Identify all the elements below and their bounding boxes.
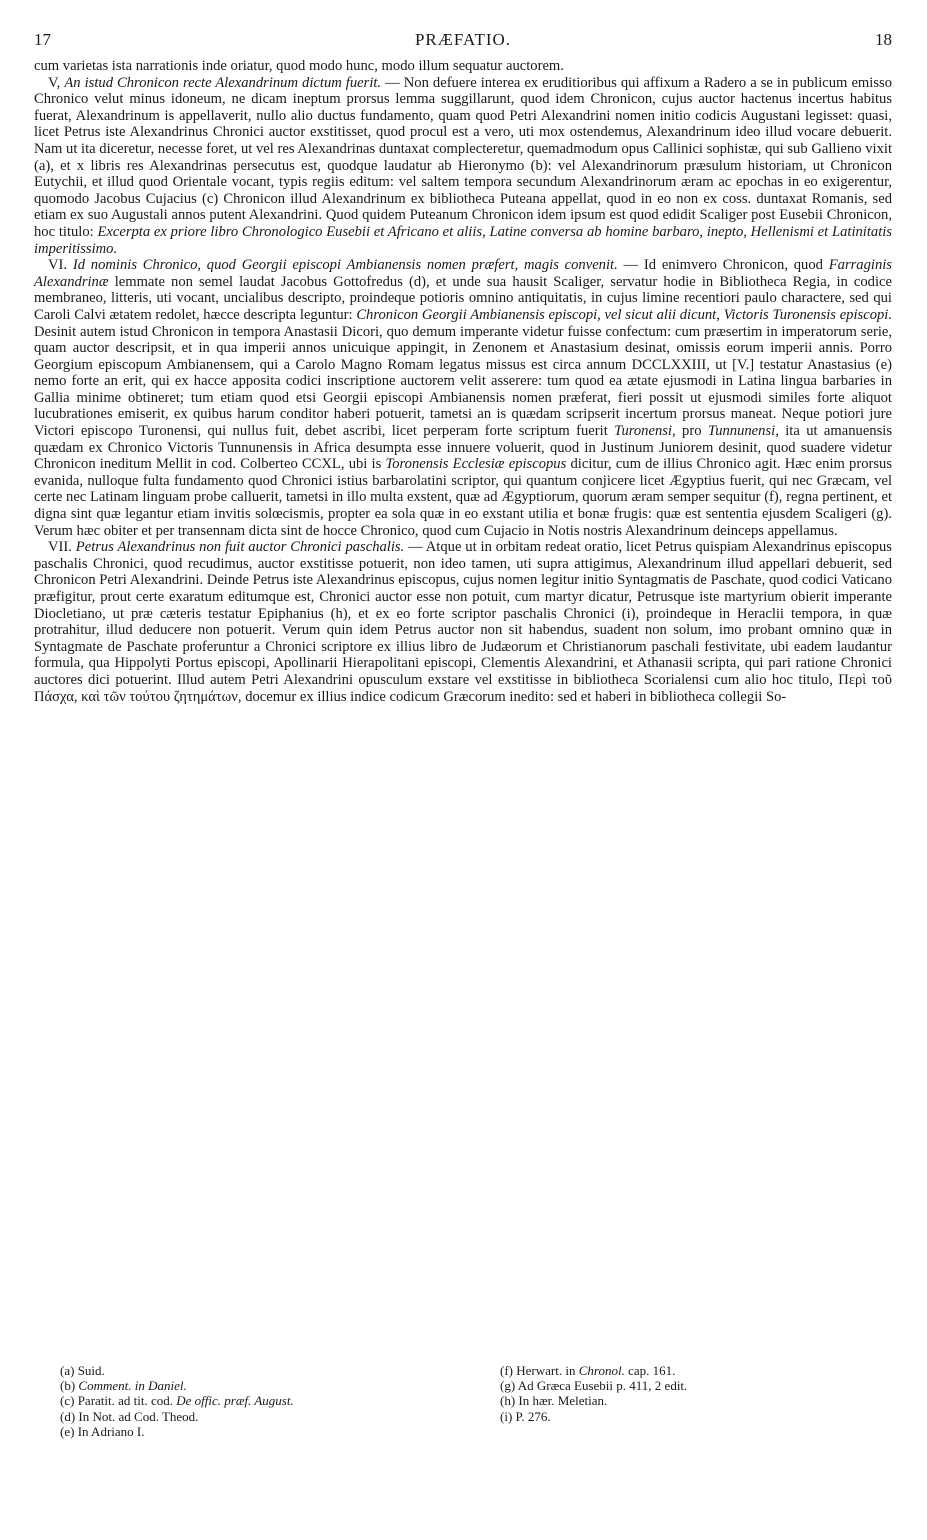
footnotes-left-column [60, 1363, 294, 1439]
footnote-text: cap. 161. [628, 1363, 676, 1378]
footnote [60, 1363, 294, 1378]
body-text [34, 58, 892, 705]
section-6-italic-d: Chronicon Georgii Ambianensis episcopi, vel sicut alii dicunt, Victoris Turonensis episcopi. [356, 306, 892, 323]
footnote-italic: Chronol. [578, 1363, 625, 1378]
footnote-text: Paratit. ad tit. cod. [77, 1393, 173, 1409]
section-5 [34, 75, 892, 258]
section-6-text-e: Desinit autem istud Chronicon in tempora Anastasii Dicori, quo demum imperante videtur fuisse confectum: cum præsertim in imperatorum serie, quam auctor descripsit, et in qua imperii annos unicuique appingit, in Zenonem et Anastasium desinat, omissis eorum imperii annis. Porro Georgium episcopum Ambianensem, qui a Carolo Magno Romam legatus missus est circa annum DCCLXXIII, ut [V.] testatur Anastasius (e) nemo forte an erit, qui ex hacce apposita codici inscriptione auctorem velit asserere: tum quod ea ætate ejusmodi in Latina lingua barbaries in Gallia minime obtineret; tum etiam quod etsi Georgii episcopi Ambianensis nomen præferat, fieri possit ut ejusmodi similes forte aliquot lucubrationes emiserit, ex quibus harum conditor haberi potuerit, tametsi an is quædam scripserit incertum prorsus maneat. Neque potiori jure Victori episcopo Turonensi, qui nullus fuit, debet ascribi, licet perperam forte scriptum fuerit [34, 323, 892, 440]
footnote-text: Herwart. in [516, 1363, 576, 1378]
footnote-text: In Adriano I. [77, 1423, 145, 1439]
footnote-mark: (b) [60, 1378, 76, 1394]
footnote-text: In Not. ad Cod. Theod. [78, 1408, 199, 1424]
intro-paragraph: cum varietas ista narrationis inde oriatur, quod modo hunc, modo illum sequatur auctorem. [34, 58, 564, 74]
footnote [500, 1378, 687, 1393]
footnote-mark: (c) [60, 1393, 75, 1409]
section-7-text: — Atque ut in orbitam redeat oratio, licet Petrus quispiam Alexandrinus episcopus paschalis Chronici, quod recudimus, auctor exstitisse potuerit, non ideo tamen, uti supra attigimus, Alexandrinum illud appellari debuerit, sed Chronicon Petri Alexandrini. Deinde Petrus iste Alexandrinus episcopus, cujus nomen legitur initio Syntagmatis de Paschate, quod codici Vaticano præfigitur, prout certe exaratum editumque est, Chronici auctor esse non potuit, cum martyr dicatur, Petrusque iste martyrium obierit imperante Diocletiano, ut præ cæteris testatur Epiphanius (h), et ex eo forte scriptor paschalis Chronici (i), proindeque in Heraclii tempora, in quæ protrahitur, illud deducere non potuerit. Verum quin idem Petrus auctor non sit habendus, suadent non solum, imo probant omnino quæ in Syntagmate de Paschate proferuntur a Chronici scriptore ex illius libro de Judæorum et Christianorum paschali festivitate, ubi eadem laudantur formula, qua Hippolyti Portus episcopi, Apollinarii Hierapolitani episcopi, Clementis Alexandrini, et Athanasii scripta, qui pari ratione Chronici auctores dici potuerint. Illud autem Petri Alexandrini opusculum exstare vel exstitisse in bibliotheca Scorialensi cum alio hoc titulo, [34, 539, 892, 688]
section-7-heading: Petrus Alexandrinus non fuit auctor Chronici paschalis. [75, 539, 405, 556]
footnote [500, 1363, 687, 1378]
footnote [60, 1378, 294, 1393]
footnote-italic: De offic. præf. August. [176, 1393, 294, 1409]
footnote-mark: (f) [500, 1363, 513, 1378]
section-6-number: VI. [48, 257, 68, 274]
section-6-text-k: dicitur, cum de illius Chronico agit. Hæc enim prorsus evanida, nulloque fulta fundamento quod Chronici istius barbarolatini scriptor, qui quantum conjicere licet Ægyptius fuerit, qui nec Græcam, vel certe nec Latinam linguam probe calluerit, tametsi in illo multa exstent, quæ ad Ægyptiorum, quorum æram semper sequitur (f), regna pertinent, et digna sint quæ legantur etiam invitis solœcismis, propter ea sola quæ in eo exstant utilia et bonæ frugis: quæ est sententia ejusdem Scaligeri (g). Verum hæc obiter et per transennam dicta sint de hocce Chronico, quod cum Cujacio in Notis nostris Alexandrinum deinceps appellamus. [34, 456, 893, 539]
footnote-mark: (i) [500, 1408, 513, 1424]
footnote [500, 1393, 687, 1408]
section-6-text-g: pro [682, 423, 702, 440]
footnotes-right-column [500, 1363, 687, 1424]
page-number-right: 18 [875, 30, 892, 49]
footnote [60, 1393, 294, 1408]
running-header [34, 30, 892, 54]
section-5-heading: An istud Chronicon recte Alexandrinum dictum fuerit. [64, 74, 382, 91]
section-6-italic-b: Farraginis Alexandrinæ [34, 257, 892, 290]
section-7-text-end: docemur ex illius indice codicum Græcorum inedito: sed et haberi in bibliotheca collegii So- [245, 688, 787, 705]
section-7-number: VII. [48, 539, 72, 556]
section-7 [34, 539, 892, 705]
footnote-text: Ad Græca Eusebii p. 411, 2 edit. [517, 1378, 688, 1394]
section-7-greek-title: Περὶ τοῦ Πάσχα, καὶ τῶν τούτου ζητημάτων, [34, 671, 892, 705]
section-6-text-a: — Id enimvero Chronicon, quod [623, 257, 823, 274]
footnote [60, 1409, 294, 1424]
section-6 [34, 257, 892, 539]
footnote-text: P. 276. [515, 1408, 551, 1424]
footnote-text: Suid. [77, 1363, 105, 1378]
footnote-mark: (g) [500, 1378, 516, 1394]
section-6-heading: Id nominis Chronico, quod Georgii episcopi Ambianensis nomen præfert, magis convenit. [72, 257, 618, 274]
footnote-mark: (e) [60, 1423, 75, 1439]
footnote [60, 1424, 294, 1439]
section-6-text-c: lemmate non semel laudat Jacobus Gottofredus (d), et unde sua hausit Scaliger, servatur hodie in Bibliotheca Regia, in codice membraneo, litteris, uti vocant, uncialibus descripto, proindeque potioris omnino antiquitatis, in cujus limine recentiori paulo charactere, sed qui Caroli Calvi ætatem redolet, hæcce descripta leguntur: [34, 273, 892, 323]
section-5-cited-title: Excerpta ex priore libro Chronologico Eusebii et Africano et aliis, Latine conversa ab homine barbaro, inepto, Hellenismi et Latinitatis imperitissimo. [34, 223, 892, 257]
section-6-italic-j: Toronensis Ecclesiæ episcopus [385, 456, 567, 473]
footnote-text: In hær. Meletian. [518, 1393, 608, 1409]
section-6-text-i: ita ut amanuensis quædam ex Chronico Victoris Tunnunensis in Africa desumpta esse innuere voluerit, quod in Justinum Juniorem desinit, quod suadere videtur Chronicon ineditum Mellit in cod. Colberteo CCXL, ubi is [34, 423, 893, 473]
footnote [500, 1409, 687, 1424]
footnote-italic: Comment. in Daniel. [78, 1378, 187, 1394]
section-5-number: V, [48, 74, 61, 91]
footnote-mark: (d) [60, 1408, 76, 1424]
section-6-italic-f: Turonensi, [614, 423, 676, 440]
footnote-mark: (h) [500, 1393, 516, 1409]
footnote-mark: (a) [60, 1363, 75, 1378]
running-title: PRÆFATIO. [414, 30, 512, 49]
section-5-text: — Non defuere interea ex eruditioribus qui affixum a Radero a se in publicum emisso Chronico velut minus idoneum, ne dicam ineptum prorsus lemma suggillarunt, quod idem Chronicon, cujus auctor hactenus incertus habitus fuerat, Alexandrinum is appellaverit, nullo alio ductus fundamento, quam quod Petri Alexandrini nomen initio codicis Augustani legisset: quasi, licet Petrus iste Alexandrinus Chronici auctor exstitisset, quod procul est a vero, uti mox ostendemus, Alexandrinum ideo illud vocare debuerit. Nam ut ita diceretur, necesse foret, ut vel res Alexandrinas duntaxat complecteretur, quemadmodum opus Callinici sophistæ, qui sub Gallieno vixit (a), et x libris res Alexandrinas persecutus est, quodque laudatur ab Hieronymo (b): vel Alexandrinorum præsulum historiam, ut Chronicon Eutychii, et illud quod Orientale vocant, typis regiis editum: vel saltem tempora secundum Alexandrinorum æram ac epochas in eo exigerentur, quomodo Jacobus Cujacius (c) Chronicon illud Alexandrinum ex bibliotheca Puteana appellat, quod in eo non ex coss. duntaxat Romanis, sed etiam ex suo Augustali annos putent Alexandrini. Quod quidem Puteanum Chronicon idem ipsum est quod edidit Scaliger post Eusebii Chronicon, hoc titulo: [34, 74, 892, 240]
page-number-left: 17 [34, 30, 51, 49]
section-6-italic-h: Tunnunensi, [707, 423, 779, 440]
